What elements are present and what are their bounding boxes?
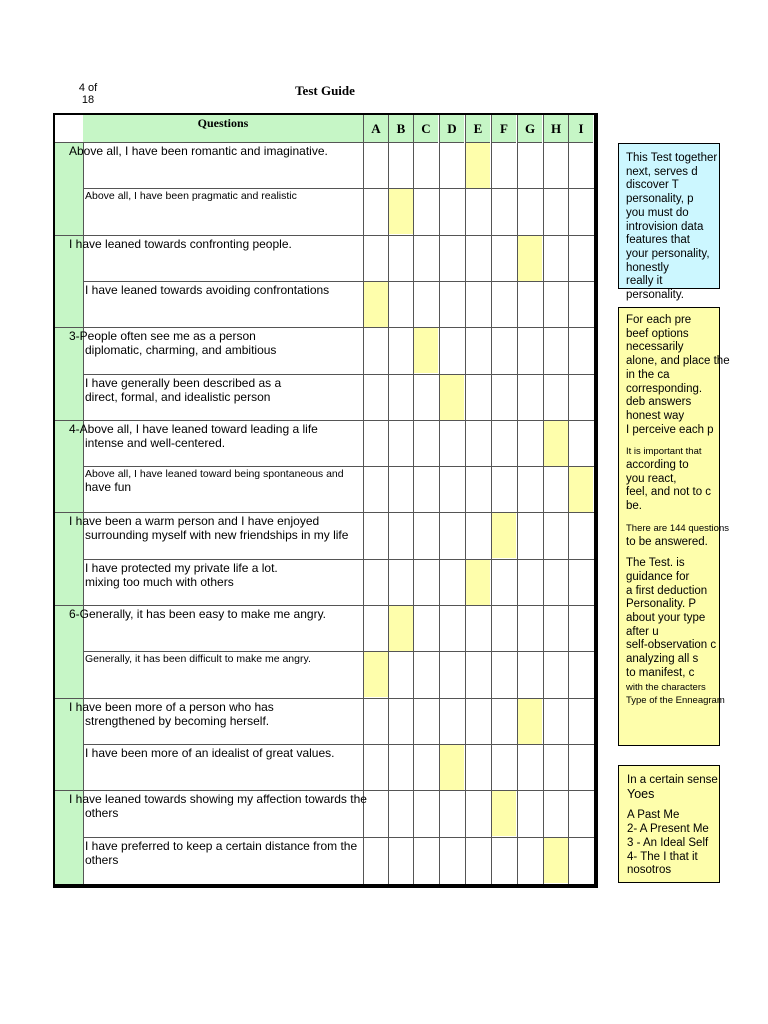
question-text: I have been a warm person and I have enjoyed	[69, 514, 320, 529]
page-title: Test Guide	[295, 83, 355, 98]
column-header-d: D	[439, 115, 464, 143]
questions-header: Questions	[83, 115, 363, 143]
question-row	[69, 792, 367, 820]
answer-cell-a[interactable]	[364, 282, 388, 327]
side-text-line: The Test. is	[626, 557, 685, 570]
side-text-line: beef options	[626, 327, 689, 340]
spacer	[627, 801, 719, 809]
side-text-line: personality, p	[626, 193, 694, 206]
side-text-line: In a certain sense	[627, 774, 718, 786]
guidance-box	[618, 307, 730, 746]
question-text: strengthened by becoming herself.	[85, 713, 270, 728]
row-divider	[55, 235, 594, 236]
question-text: 4-Above all, I have leaned toward leading a life	[69, 421, 318, 436]
answer-cell-g[interactable]	[518, 236, 542, 281]
answer-cell-c[interactable]	[414, 328, 438, 373]
question-text: direct, formal, and idealistic person	[85, 389, 271, 404]
side-text-line: corresponding.	[626, 382, 703, 395]
side-text-line: about your type	[626, 612, 706, 625]
column-divider	[363, 143, 364, 884]
questions-table	[53, 113, 598, 888]
question-text: I have been more of a person who has	[69, 699, 274, 714]
answer-cell-b[interactable]	[389, 189, 413, 234]
side-text-line: next, serves d	[626, 165, 698, 178]
column-header-f: F	[491, 115, 516, 143]
row-divider	[83, 559, 594, 560]
side-text-line: your personality,	[626, 247, 710, 260]
answer-cell-e[interactable]	[466, 560, 490, 605]
answer-cell-f[interactable]	[492, 791, 516, 836]
question-text: Above all, I have leaned toward being spontaneous and	[85, 468, 344, 481]
row-divider	[83, 374, 594, 375]
row-divider	[83, 744, 594, 745]
question-text: I have leaned towards showing my affection towards the	[69, 792, 367, 807]
question-text: I have protected my private life a lot.	[85, 560, 278, 575]
row-divider	[55, 420, 594, 421]
question-row	[69, 422, 318, 450]
side-text-line: self-observation c	[626, 639, 717, 652]
column-header-h: H	[543, 115, 568, 143]
page-number: 4 of 18	[78, 82, 98, 106]
side-text-line: 2- A Present Me	[627, 823, 709, 836]
question-text: others	[85, 852, 119, 867]
question-row	[69, 514, 348, 542]
side-text-line: personality.	[626, 289, 684, 302]
column-header-g: G	[517, 115, 542, 143]
side-text-line: This Test together	[626, 152, 718, 164]
question-row	[69, 144, 328, 158]
question-text: 6-Generally, it has been easy to make me angry.	[69, 607, 327, 621]
answer-cell-d[interactable]	[440, 375, 464, 420]
question-row	[69, 329, 276, 357]
question-text: I have leaned towards confronting people.	[69, 236, 292, 251]
row-divider	[55, 605, 594, 606]
column-divider	[568, 143, 569, 884]
row-divider	[55, 698, 594, 699]
side-text-line: with the characters	[626, 681, 706, 693]
side-text-line: to be answered.	[626, 535, 708, 548]
question-text: have fun	[85, 480, 132, 495]
side-text-line: really it	[626, 275, 663, 288]
side-text-line: deb answers	[626, 396, 692, 409]
side-text-line: be.	[626, 500, 642, 513]
instructions-box	[618, 143, 720, 302]
question-text: I have been more of an idealist of great values.	[85, 745, 335, 760]
side-text-line: introvision data	[626, 220, 704, 233]
side-text-line: 4- The I that it	[627, 850, 698, 863]
side-text-line: It is important that	[626, 446, 702, 458]
answer-cell-h[interactable]	[544, 838, 568, 883]
side-text-line: to manifest, c	[626, 666, 695, 679]
question-text: 3-People often see me as a person	[69, 329, 256, 344]
side-text-line: according to	[626, 459, 689, 472]
row-divider	[83, 837, 594, 838]
question-row	[69, 237, 292, 251]
selves-box	[618, 765, 720, 883]
row-divider	[83, 651, 594, 652]
question-text: I have generally been described as a	[85, 375, 282, 390]
side-text-line: you react,	[626, 472, 677, 485]
side-text-line: features that	[626, 234, 690, 247]
side-text-line: alone, and place the	[626, 355, 730, 368]
question-text: Above all, I have been romantic and imaginative.	[69, 144, 328, 158]
question-text: diplomatic, charming, and ambitious	[85, 343, 277, 358]
question-row	[85, 746, 335, 760]
side-text-line: a first deduction	[626, 584, 708, 597]
side-text-line: honest way	[626, 409, 685, 422]
side-text-line: Personality. P	[626, 598, 697, 611]
column-header-b: B	[388, 115, 413, 143]
spacer	[626, 514, 719, 522]
column-header-e: E	[465, 115, 490, 143]
column-divider	[465, 143, 466, 884]
column-divider	[413, 143, 414, 884]
side-text-line: For each pre	[626, 314, 692, 326]
question-row	[85, 190, 297, 203]
column-divider	[543, 143, 544, 884]
side-text-line: you must do	[626, 206, 689, 219]
question-row	[85, 376, 281, 404]
answer-cell-i[interactable]	[569, 467, 593, 512]
question-row	[85, 561, 278, 589]
row-divider	[83, 281, 594, 282]
side-text-line: analyzing all s	[626, 653, 699, 666]
row-divider	[55, 327, 594, 328]
answer-cell-e[interactable]	[466, 143, 490, 188]
question-text: surrounding myself with new friendships in my life	[85, 528, 349, 543]
row-divider	[83, 188, 594, 189]
side-text-line: after u	[626, 625, 659, 638]
answer-cell-g[interactable]	[518, 699, 542, 744]
answer-cell-b[interactable]	[389, 606, 413, 651]
side-text-line: honestly	[626, 261, 669, 274]
side-text-line: 3 - An Ideal Self	[627, 836, 709, 849]
side-text-line: Type of the Enneagram	[626, 695, 725, 707]
question-row	[85, 468, 344, 494]
question-text: intense and well-centered.	[85, 435, 226, 450]
side-text-line: Yoes	[627, 786, 655, 801]
side-text-line: A Past Me	[627, 809, 680, 822]
question-row	[85, 653, 311, 666]
spacer	[626, 437, 719, 445]
column-header-a: A	[363, 115, 388, 143]
question-row	[69, 700, 274, 728]
question-row	[85, 839, 357, 867]
side-text-line: in the ca	[626, 368, 670, 381]
question-text: Generally, it has been difficult to make me angry.	[85, 653, 311, 666]
header-corner	[55, 115, 83, 143]
question-text: mixing too much with others	[85, 574, 234, 589]
question-text: Above all, I have been pragmatic and realistic	[85, 190, 297, 203]
side-text-line: nosotros	[627, 864, 672, 877]
column-header-c: C	[413, 115, 438, 143]
column-divider	[388, 143, 389, 884]
side-text-line: There are 144 questions	[626, 522, 729, 534]
question-text: I have leaned towards avoiding confrontations	[85, 282, 330, 297]
answer-cell-d[interactable]	[440, 745, 464, 790]
side-text-line: guidance for	[626, 570, 690, 583]
row-divider	[83, 466, 594, 467]
answer-cell-a[interactable]	[364, 652, 388, 697]
side-text-line: feel, and not to c	[626, 486, 712, 499]
side-text-line: necessarily	[626, 341, 684, 354]
spacer	[626, 549, 719, 557]
side-text-line: discover T	[626, 179, 679, 192]
question-row	[85, 283, 329, 297]
question-text: I have preferred to keep a certain distance from the	[85, 838, 358, 853]
answer-cell-h[interactable]	[544, 421, 568, 466]
question-text: others	[85, 806, 119, 821]
column-header-i: I	[568, 115, 593, 143]
side-text-line: I perceive each p	[626, 423, 714, 436]
question-row	[69, 607, 326, 621]
answer-cell-f[interactable]	[492, 513, 516, 558]
